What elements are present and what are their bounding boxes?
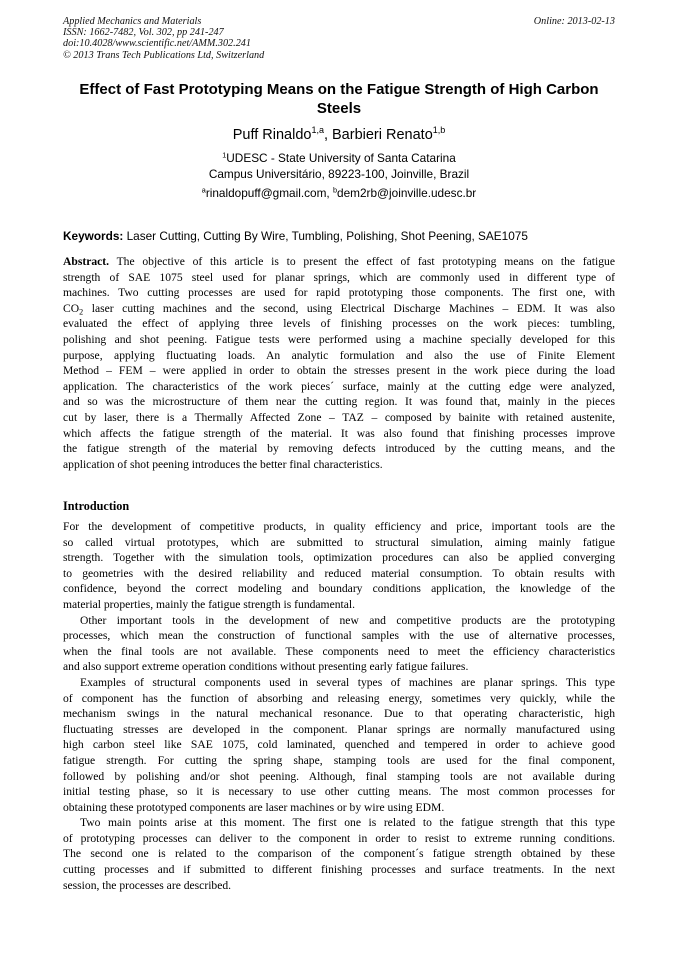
- intro-line: initial testing phase, so it is necessary to use other cutting means. The most common processes for: [63, 785, 615, 799]
- online-date: Online: 2013-02-13: [533, 16, 615, 27]
- intro-line: fluctuating stresses are developed in the component. Planar springs are normally manufactured using: [63, 722, 615, 736]
- intro-line: session, the processes are described.: [63, 878, 232, 892]
- title-line-1: Effect of Fast Prototyping Means on the Fatigue Strength of High Carbon: [79, 81, 599, 98]
- email-b-mark: b: [332, 185, 338, 195]
- author-2-affil: 1,b: [432, 125, 446, 136]
- intro-line: of component has the function of absorbing and releasing energy, sometimes very quickly, while the: [63, 691, 615, 705]
- title-line-2: Steels: [316, 100, 362, 117]
- journal-header: [63, 16, 615, 61]
- introduction-body: [63, 519, 615, 893]
- affiliation-line-1: [52, 150, 626, 166]
- abstract-label: Abstract.: [63, 255, 110, 268]
- intro-line: material properties, mainly the fatigue strength is fundamental.: [63, 597, 356, 611]
- intro-line: when the final tools are not available. These components need to meet the efficiency characteristics: [63, 644, 615, 658]
- journal-name: Applied Mechanics and Materials: [63, 16, 202, 27]
- author-list: [52, 126, 626, 144]
- abstract: [63, 254, 615, 472]
- intro-line: of prototyping processes can deliver to the component in order to resist to extreme running conditions.: [63, 831, 615, 845]
- section-heading-introduction: Introduction: [63, 499, 130, 513]
- intro-line: The second one is related to the comparison of the component´s fatigue strength obtained by these: [63, 847, 615, 861]
- intro-line: confidence, beyond the correct modeling and boundary conditions application, the knowledge of the: [63, 582, 615, 596]
- intro-line: followed by polishing and/or shot peening. Although, final stamping tools are not available during: [63, 769, 615, 783]
- abstract-line: evaluated the effect of applying three levels of finishing processes on the work pieces: tumbling,: [63, 317, 615, 331]
- keywords: [63, 228, 615, 244]
- intro-line: to geometries with the desired reliability and reduced material consumption. To obtain results with: [63, 566, 615, 580]
- keywords-label: Keywords:: [63, 229, 124, 243]
- abstract-line: and so was the microstructure of them near the cutting region. It was found that, mainly in the pieces: [63, 395, 615, 409]
- intro-line: processes, which mean the construction of functional samples with the use of alternative processes,: [63, 629, 615, 643]
- doi: doi:10.4028/www.scientific.net/AMM.302.241: [63, 38, 251, 50]
- email-a: rinaldopuff@gmail.com,: [205, 186, 333, 200]
- affiliation-name: UDESC - State University of Santa Catarina: [226, 151, 456, 165]
- abstract-line: Abstract. The objective of this article is to present the effect of fast prototyping means on the fatigue: [63, 255, 615, 268]
- intro-line: so called virtual prototypes, which are submitted to structural simulation, aiming mainly fatigue: [63, 535, 615, 549]
- email-b: dem2rb@joinville.udesc.br: [337, 186, 477, 200]
- abstract-line: polishing and shot peening. Fatigue tests were performed using a machine specially developed for this: [63, 332, 615, 346]
- intro-line: fatigue strength. For cutting the spring shape, stamping tools are used for the final component,: [63, 753, 615, 767]
- intro-line: Two main points arise at this moment. The first one is related to the fatigue strength that this type: [80, 816, 615, 830]
- abstract-line: application. The characteristics of the work pieces´ surface, mainly at the cutting edge were analyzed,: [63, 379, 615, 393]
- affiliation-line-2: Campus Universitário, 89223-100, Joinville, Brazil: [208, 167, 470, 181]
- intro-line: cutting processes and if submitted to different finishing processes and surface treatments. In the next: [63, 863, 615, 877]
- intro-line: Other important tools in the development of new and competitive products are the prototyping: [80, 613, 615, 627]
- abstract-line: the fatigue strength of the material by removing defects introduced by the cutting means, and the: [63, 442, 615, 456]
- email-a-mark: a: [201, 185, 206, 195]
- intro-line: high carbon steel like SAE 1075, cold laminated, quenched and tempered in order to achieve good: [63, 738, 615, 752]
- intro-line: Examples of structural components used in several types of machines are planar springs. This type: [80, 675, 615, 689]
- abstract-line: $CO_2$ laser cutting machines and the second, using Electrical Discharge Machines – EDM. It was also: [63, 301, 615, 317]
- abstract-line: which affects the fatigue strength of the material. It was also found that finishing processes improve: [63, 426, 615, 440]
- author-2: Barbieri Renato: [332, 127, 433, 143]
- intro-line: and also support extreme operation conditions without presenting early fatigue failures.: [63, 660, 469, 674]
- email-line: [52, 185, 626, 201]
- author-separator: ,: [323, 127, 333, 143]
- author-1-affil: 1,a: [311, 125, 324, 136]
- abstract-line: application of shot peening introduces the better final characteristics.: [63, 457, 383, 471]
- intro-line: strength. Together with the simulation tools, optimization procedures can also be applied converging: [63, 551, 615, 565]
- paper-title: [52, 80, 626, 118]
- intro-line: For the development of competitive products, in quality efficiency and price, important tools are the: [63, 520, 615, 533]
- abstract-line: machines. Two cutting processes are used for rapid prototyping those components. The first one, with: [63, 286, 615, 300]
- intro-line: obtaining these prototyped components are laser machines or by wire using EDM.: [63, 800, 445, 814]
- abstract-line: purpose, applying fluctuating loads. An analytic formulation and also the use of Finite Element: [63, 348, 615, 362]
- abstract-line: cut by laser, there is a Thermally Affected Zone – TAZ – composed by bainite with retained austenite,: [63, 410, 615, 424]
- intro-line: mechanism swings in the natural mechanical resonance. Due to that operating characteristic, high: [63, 707, 615, 721]
- affiliation-mark: 1: [222, 150, 227, 160]
- author-1: Puff Rinaldo: [232, 127, 312, 143]
- copyright: © 2013 Trans Tech Publications Ltd, Switzerland: [63, 49, 265, 61]
- issn: ISSN: 1662-7482, Vol. 302, pp 241-247: [63, 27, 224, 39]
- abstract-line: Method – FEM – were applied in order to obtain the stresses present in the work piece during the load: [63, 364, 615, 378]
- keywords-text: Laser Cutting, Cutting By Wire, Tumbling, Polishing, Shot Peening, SAE1075: [123, 229, 528, 243]
- abstract-line: strength of SAE 1075 steel used for planar springs, which are commonly used in different type of: [63, 270, 615, 284]
